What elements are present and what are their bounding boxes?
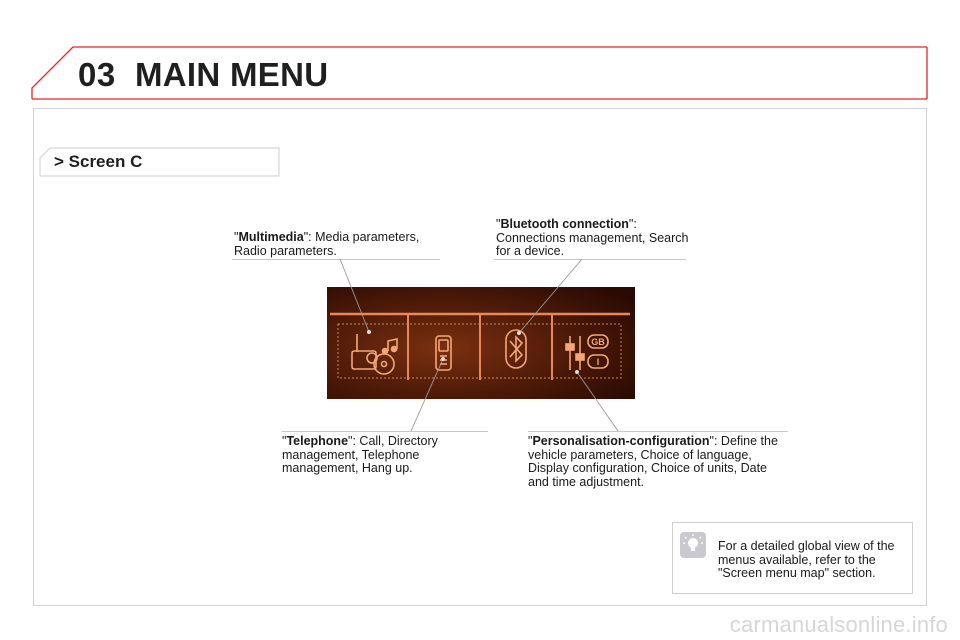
callout-multimedia-description: : Media parameters, Radio parameters. [234,230,420,258]
page-title: MAIN MENU [135,56,329,93]
callout-multimedia: "Multimedia": Media parameters, Radio parameters. [234,230,420,258]
callout-bluetooth: "Bluetooth connection": Connections management, Search for a device. [496,217,689,258]
callout-bluetooth-description: : Connections management, Search for a device. [496,217,689,258]
section-title: > Screen C [54,152,143,171]
callout-telephone-description: : Call, Directory management, Telephone management, Hang up. [282,434,438,475]
watermark: carmanualsonline.info [729,612,948,637]
callout-bluetooth-label: Bluetooth connection [500,217,629,231]
note-text: For a detailed global view of the menus available, refer to the "Screen menu map" section. [718,539,895,580]
chapter-number: 03 [78,56,116,93]
callout-personalisation-description: : Define the vehicle parameters, Choice of language, Display configuration, Choice of units, Date and time adjustment. [528,434,778,489]
callout-multimedia-label: Multimedia [238,230,304,244]
badge-units: I [596,357,600,367]
badge-language: GB [591,337,605,347]
callout-personalisation: "Personalisation-configuration": Define the vehicle parameters, Choice of language, Display configuration, Choice of units, Date and time adjustment. [528,434,778,489]
callout-telephone-label: Telephone [286,434,349,448]
callout-personalisation-label: Personalisation-configuration [532,434,710,448]
light-bulb-icon [680,532,706,558]
callout-telephone: "Telephone": Call, Directory management, Telephone management, Hang up. [282,434,438,475]
